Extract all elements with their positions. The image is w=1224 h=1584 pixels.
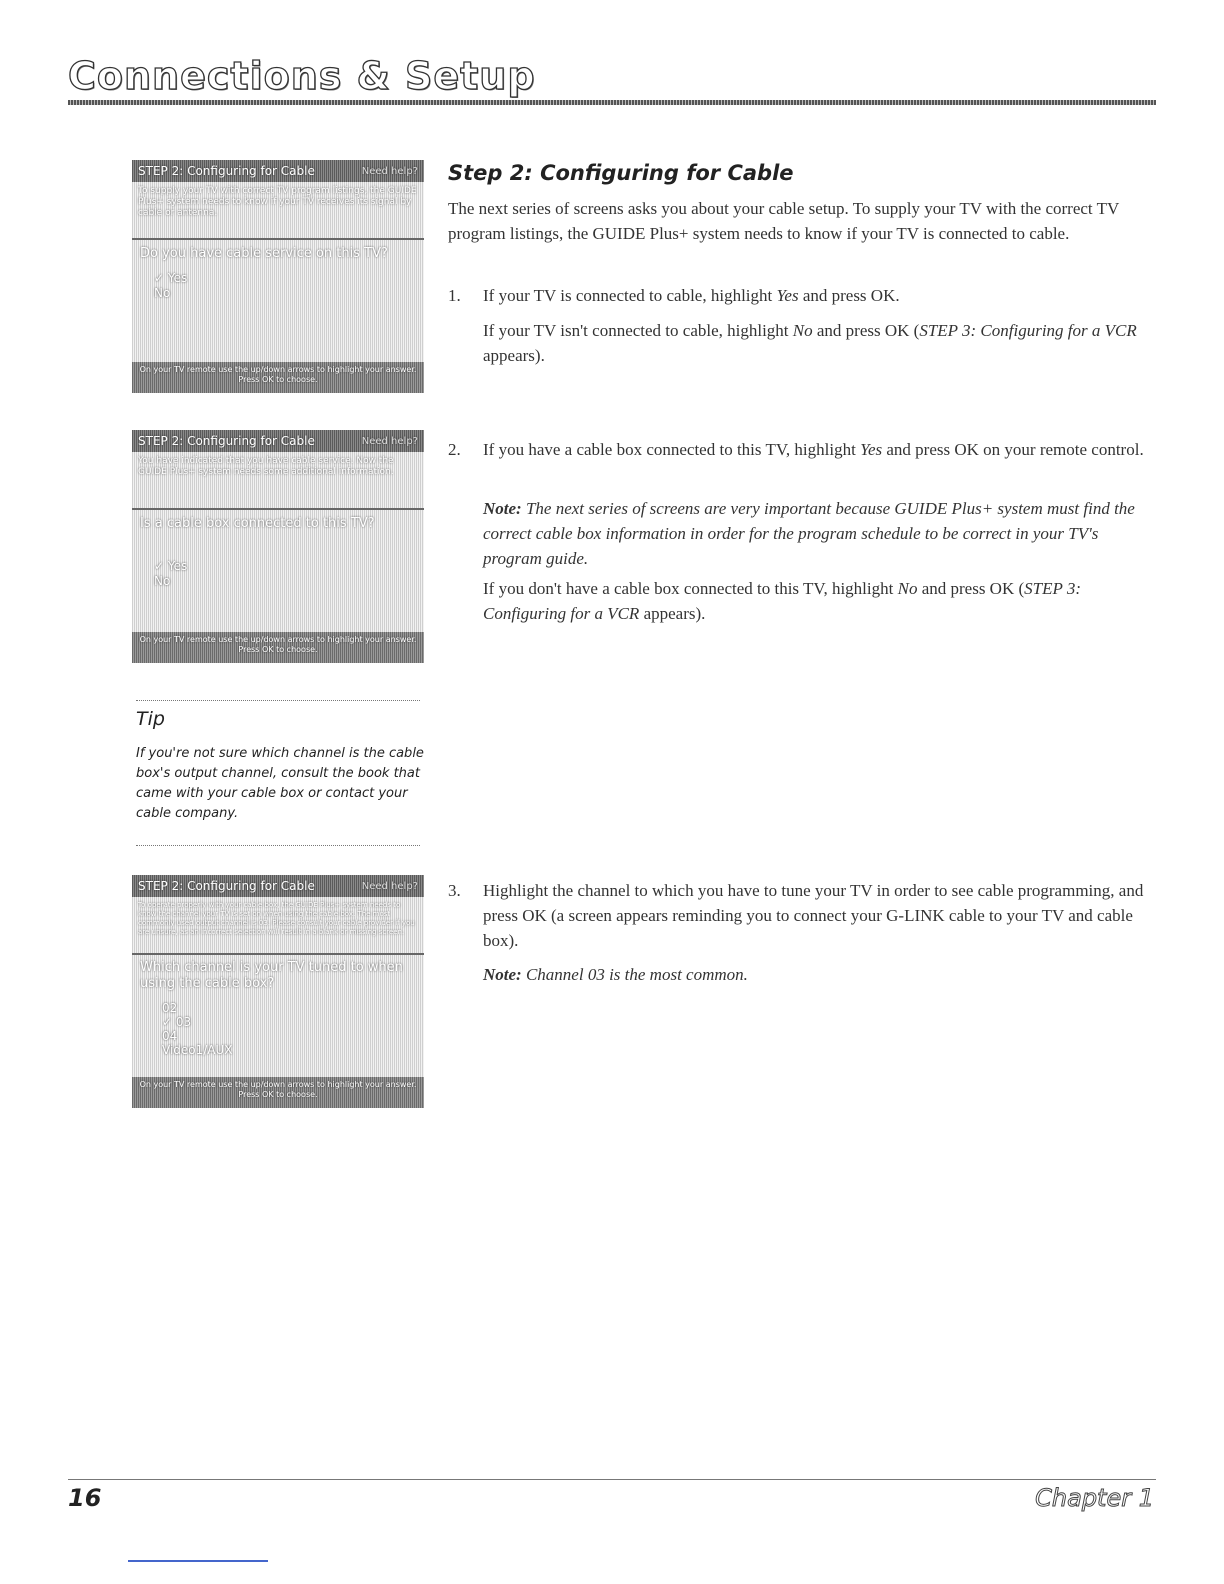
screen-options: [132, 997, 424, 1057]
tv-screen-cable-channel: [132, 875, 424, 1108]
item-1-number: 1.: [448, 286, 461, 305]
tip-top-rule: [136, 700, 420, 701]
screen-intro: To operate properly with your cable box, the GUIDE Plus+ system needs to know the channel your TV is set on when using the cable box. The most commonly used output channel is 03. Please consult your cable provider if you are unsure, as an incorrect selection will result in a blank or missing screen.: [138, 901, 415, 936]
option-02: 02: [162, 1001, 178, 1015]
item-3-number: 3.: [448, 881, 461, 900]
footer-rule: [68, 1479, 1156, 1480]
header-rule: [68, 100, 1156, 105]
item-1-alt-text: If your TV isn't connected to cable, highlight No and press OK (STEP 3: Configuring for a VCR appears).: [483, 321, 1137, 365]
screen-footer: On your TV remote use the up/down arrows to highlight your answer. Press OK to choose.: [132, 362, 424, 393]
screen-title: STEP 2: Configuring for Cable: [138, 434, 315, 448]
option-video1-aux: Video1/AUX: [162, 1043, 233, 1057]
screen-intro: You have indicated that you have cable service. Now the GUIDE Plus+ system needs some additional information.: [138, 456, 394, 477]
screen-options: [132, 537, 424, 589]
screen-options: [132, 267, 424, 301]
option-yes: ✓ Yes: [154, 271, 188, 285]
screen-title: STEP 2: Configuring for Cable: [138, 164, 315, 178]
item-3-note: Note: Channel 03 is the most common.: [483, 965, 748, 984]
item-1-text: If your TV is connected to cable, highlight Yes and press OK.: [483, 286, 900, 305]
page-header-title: Connections & Setup: [68, 54, 536, 98]
tip-body: If you're not sure which channel is the cable box's output channel, consult the book that came with your cable box or contact your cable company.: [136, 746, 424, 821]
screen-help: Need help?: [361, 165, 418, 177]
screen-title-bar: [132, 875, 424, 897]
screen-title-bar: [132, 430, 424, 452]
tip-bottom-rule: [136, 845, 420, 846]
item-2-text: If you have a cable box connected to this TV, highlight Yes and press OK on your remote control.: [483, 440, 1144, 459]
option-yes: ✓ Yes: [154, 559, 188, 573]
tv-screen-cable-box: [132, 430, 424, 663]
screen-intro: To supply your TV with correct TV program listings, the GUIDE Plus+ system needs to know if your TV receives its signal by cable or antenna.: [138, 186, 417, 218]
item-2-note: Note: The next series of screens are very important because GUIDE Plus+ system must find the correct cable box information in order for the program schedule to be correct in your TV's program guide.: [483, 499, 1135, 568]
option-no: No: [154, 286, 171, 300]
screen-footer: On your TV remote use the up/down arrows to highlight your answer. Press OK to choose.: [132, 632, 424, 663]
screen-title: STEP 2: Configuring for Cable: [138, 879, 315, 893]
screen-question: Is a cable box connected to this TV?: [140, 516, 375, 531]
tv-screen-cable-service: [132, 160, 424, 393]
option-no: No: [154, 574, 171, 588]
step-title: Step 2: Configuring for Cable: [448, 161, 794, 185]
page-number: 16: [68, 1484, 102, 1512]
option-04: 04: [162, 1029, 178, 1043]
intro-paragraph: The next series of screens asks you about your cable setup. To supply your TV with the correct TV program listings, the GUIDE Plus+ system needs to know if your TV is connected to cable.: [448, 199, 1119, 243]
option-03: ✓ 03: [162, 1015, 192, 1029]
item-2-alt-text: If you don't have a cable box connected to this TV, highlight No and press OK (STEP 3: Configuring for a VCR appears).: [483, 579, 1081, 623]
tip-heading: Tip: [136, 708, 165, 730]
item-3-text: Highlight the channel to which you have to tune your TV in order to see cable programming, and press OK (a screen appears reminding you to connect your G-LINK cable to your TV and cable box).: [483, 881, 1144, 950]
bottom-link-bar: [128, 1560, 268, 1562]
screen-help: Need help?: [361, 435, 418, 447]
screen-question: Do you have cable service on this TV?: [140, 246, 388, 261]
screen-title-bar: [132, 160, 424, 182]
screen-question: Which channel is your TV tuned to when using the cable box?: [140, 960, 403, 991]
chapter-label: Chapter 1: [1035, 1484, 1154, 1512]
screen-footer: On your TV remote use the up/down arrows to highlight your answer. Press OK to choose.: [132, 1077, 424, 1108]
screen-help: Need help?: [361, 880, 418, 892]
item-2-number: 2.: [448, 440, 461, 459]
